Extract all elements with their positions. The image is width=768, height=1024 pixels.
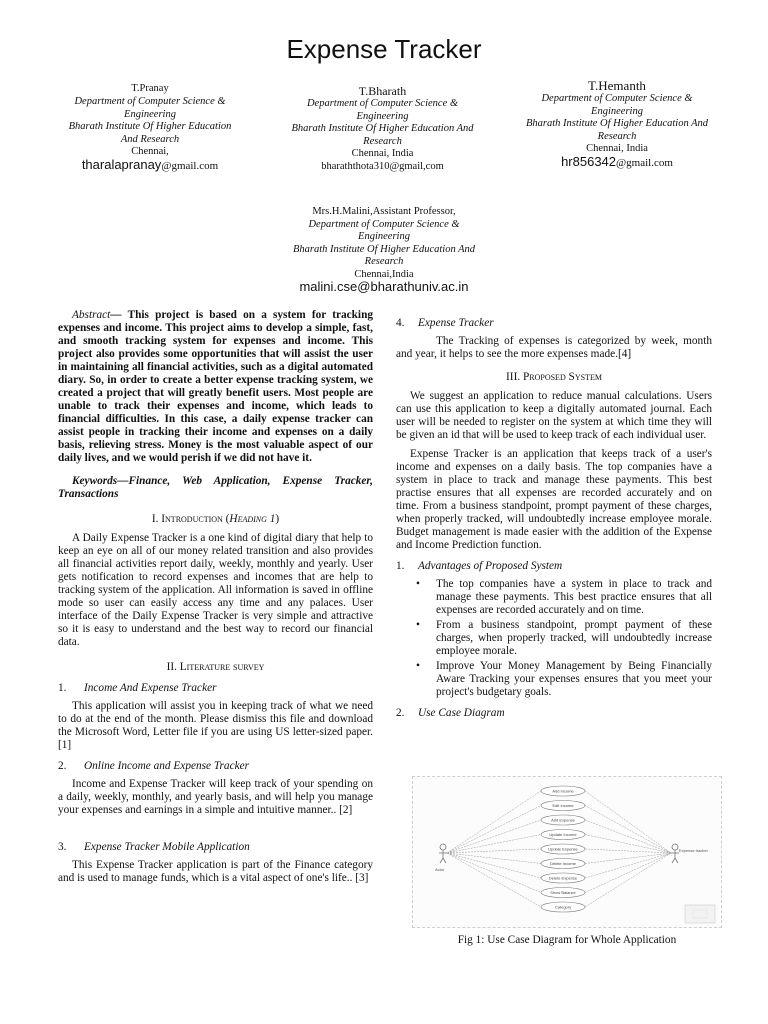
author-name: T.Bharath: [358, 84, 407, 98]
section-title: Literature survey: [179, 661, 265, 673]
inset-box: [685, 905, 715, 923]
list-item-text: Improve Your Money Management by Being Financially Aware Tracking your expenses ensures that you meet your project's budgetary goals.: [436, 660, 712, 698]
subsection-paragraph: This application will assist you in keeping track of what we need to do at the end of the month. Please dismiss this file and download the Microsoft Word, Letter file if you are using US letter-sized paper. [1]: [58, 700, 373, 751]
use-case-label: Update Income: [549, 832, 577, 837]
subsection-paragraph: The Tracking of expenses is categorized by week, month and year, it helps to see the more expenses made.[4]: [396, 335, 712, 360]
subsection-heading: [58, 841, 373, 854]
association-line-left: [447, 791, 541, 853]
list-item-text: From a business standpoint, prompt payment of these charges, when properly tracked, will undoubtedly increase employee morale.: [436, 619, 712, 657]
abstract-lead: Abstract: [72, 309, 111, 321]
section-number: I.: [151, 513, 162, 525]
association-line-left: [447, 853, 541, 878]
subsection-title: Use Case Diagram: [418, 707, 505, 719]
keywords-lead: Keywords—: [72, 475, 129, 487]
use-case-label: Show Balance: [550, 890, 576, 895]
subsection-heading: [58, 682, 373, 695]
association-line-left: [447, 853, 541, 907]
section-number: III.: [506, 371, 523, 383]
use-case-label: Delete Income: [550, 861, 576, 866]
subsection-heading: [396, 560, 712, 573]
list-item: [396, 660, 712, 699]
section-heading-proposed: [396, 371, 712, 384]
use-case-label: Update Expense: [548, 846, 578, 852]
association-line-right: [585, 849, 671, 853]
subsection-heading: [58, 760, 373, 773]
subsection-title: Advantages of Proposed System: [418, 560, 563, 572]
association-line-left: [447, 853, 541, 864]
abstract-dash: —: [110, 309, 128, 321]
author-institute: Bharath Institute Of Higher Education And Research: [291, 123, 474, 147]
author-name: T.Pranay: [131, 83, 169, 94]
association-line-left: [447, 853, 541, 893]
author-email-user: hr856342: [561, 153, 617, 169]
association-line-right: [585, 820, 671, 853]
paren-close: ): [275, 513, 280, 525]
actor-right-icon: [671, 844, 679, 863]
abstract: [58, 309, 373, 465]
section-subtitle: Heading 1: [229, 513, 276, 525]
author-name: Mrs.H.Malini,Assistant Professor,: [312, 206, 456, 217]
author-block-1: [60, 82, 240, 172]
author-dept: Department of Computer Science & Engineering: [308, 218, 460, 242]
author-dept: Department of Computer Science & Engineering: [541, 93, 693, 117]
keywords-text: Finance, Web Application, Expense Tracker, Transactions: [58, 475, 373, 500]
list-item: [396, 578, 712, 617]
abstract-text: This project is based on a system for tracking expenses and income. This project aims to develop a simple, fast, and smooth tracking system for expenses and income. This project also provides some opportunities that will assist the user in maintaining all financial activities, such as a digital automated diary. So, in order to create a better expense tracking system, we created a project that will greatly benefit users. Most people are unable to track their expenses and income, which leads to financial difficulties. In this case, a daily expense tracker can assist people in tracking their income and expenses on a daily basis, relieving stress. Money is the most valuable aspect of our daily lives, and we would perish if we did not have it.: [58, 309, 374, 464]
author-institute: Bharath Institute Of Higher Education And Research: [68, 121, 232, 145]
author-block-3: [522, 78, 712, 169]
subsection-heading: [396, 317, 712, 330]
use-case-label: Add Income: [552, 788, 574, 794]
subsection-number: 1.: [58, 682, 67, 694]
intro-paragraph: A Daily Expense Tracker is a one kind of digital diary that help to keep an eye on all of our money related transition and also provides all financial activities report daily, weekly, monthly and yearly. User gets notification to record expenses and incomes that are help to tracking system of the application. All information is saved in offline mode so user can easily access any time and any palaces. User interface of the Daily Expense Tracker is very simple and attractive so it is easy to understand and the best way to record our financial data.: [58, 532, 373, 648]
author-block-4: [284, 206, 484, 294]
author-email-user: tharalapranay: [81, 156, 162, 172]
left-column: [58, 309, 373, 891]
use-case-label: Edit Income: [552, 803, 574, 808]
author-institute: Bharath Institute Of Higher Education And Research: [292, 243, 476, 267]
author-email: bharaththota310@gmail,com: [321, 160, 444, 172]
association-line-right: [585, 806, 671, 854]
subsection-number: 3.: [58, 841, 67, 853]
proposed-paragraph-2: Expense Tracker is an application that keeps track of a user's income and expenses on a daily basis. The top companies have a system in place to track and manage these payments. This best practise ensures that all expenses are recorded accurately and on time. From a business standpoint, prompt payment of these charges, when properly tracked, will undoubtedly increase employee morale. Budget management is made easier with the addition of the Expense and Income Prediction function.: [396, 448, 712, 551]
subsection-paragraph: This Expense Tracker application is part of the Finance category and is used to manage funds, which is a vital aspect of one's life.. [3]: [58, 859, 373, 884]
association-line-right: [585, 853, 671, 864]
association-line-left: [447, 820, 541, 853]
actor-right-label: Expense tracker: [679, 848, 708, 853]
author-city: Chennai, India: [586, 143, 648, 154]
subsection-number: 2.: [58, 760, 67, 772]
author-email: [60, 156, 240, 173]
right-column: [396, 317, 712, 725]
bullet-icon: •: [416, 619, 420, 631]
author-institute: Bharath Institute Of Higher Education And Research: [525, 118, 709, 142]
subsection-number: 4.: [396, 317, 405, 329]
use-case-group: [447, 786, 671, 912]
subsection-title: Expense Tracker Mobile Application: [84, 841, 250, 853]
subsection-paragraph: Income and Expense Tracker will keep track of your spending on a daily, weekly, monthly, and yearly basis, and will help you manage your expenses and earnings in a simple and intuitive manner.. [2]: [58, 778, 373, 816]
author-city: Chennai, India: [351, 148, 414, 159]
author-dept: Department of Computer Science & Engineering: [306, 98, 459, 122]
subsection-number: 1.: [396, 560, 405, 572]
use-case-label: Delete Expense: [548, 875, 578, 881]
author-email: malini.cse@bharathuniv.ac.in: [299, 279, 469, 294]
subsection-title: Expense Tracker: [418, 317, 494, 329]
association-line-right: [585, 853, 671, 893]
figure-caption: Fig 1: Use Case Diagram for Whole Application: [457, 934, 677, 946]
author-city: Chennai,: [131, 146, 169, 157]
advantages-list: [396, 578, 712, 699]
section-heading-literature: [58, 661, 373, 674]
section-title: Introduction: [161, 513, 223, 525]
use-case-label: Category: [554, 904, 572, 910]
list-item: [396, 619, 712, 658]
author-dept: Department of Computer Science & Engineering: [74, 96, 226, 120]
association-line-right: [585, 853, 671, 907]
use-case-label: Add Expense: [551, 817, 575, 823]
proposed-paragraph-1: We suggest an application to reduce manual calculations. Users can use this application to keep a digitally automated journal. Each user will be needed to register on the system at which time they will be given an id that will be used to keep track of each individual user.: [396, 390, 712, 441]
paren-open: (: [222, 513, 230, 525]
association-line-left: [447, 849, 541, 853]
actor-left-label: Actor: [435, 867, 445, 872]
author-city: Chennai,India: [354, 268, 414, 280]
section-title: Proposed System: [522, 371, 602, 383]
association-line-left: [447, 806, 541, 854]
section-heading-introduction: [58, 513, 373, 526]
keywords: [58, 475, 373, 501]
association-line-right: [585, 853, 671, 878]
bullet-icon: •: [416, 660, 420, 672]
author-email-domain: @gmail.com: [161, 159, 219, 172]
subsection-title: Online Income and Expense Tracker: [84, 760, 250, 772]
author-name: T.Hemanth: [588, 78, 646, 93]
subsection-heading: [396, 707, 712, 720]
author-email-domain: @gmail.com: [616, 156, 673, 169]
subsection-title: Income And Expense Tracker: [84, 682, 217, 694]
subsection-number: 2.: [396, 707, 405, 719]
list-item-text: The top companies have a system in place to track and manage these payments. This best practice ensures that all expenses are recorded accurately and on time.: [436, 578, 712, 616]
use-case-diagram-svg: [413, 777, 723, 929]
bullet-icon: •: [416, 578, 420, 590]
author-email: [522, 153, 712, 170]
use-case-diagram: [412, 776, 722, 928]
section-number: II.: [166, 661, 180, 673]
paper-title: Expense Tracker: [286, 34, 482, 64]
actor-left-icon: [439, 844, 447, 863]
author-block-2: [290, 84, 475, 173]
